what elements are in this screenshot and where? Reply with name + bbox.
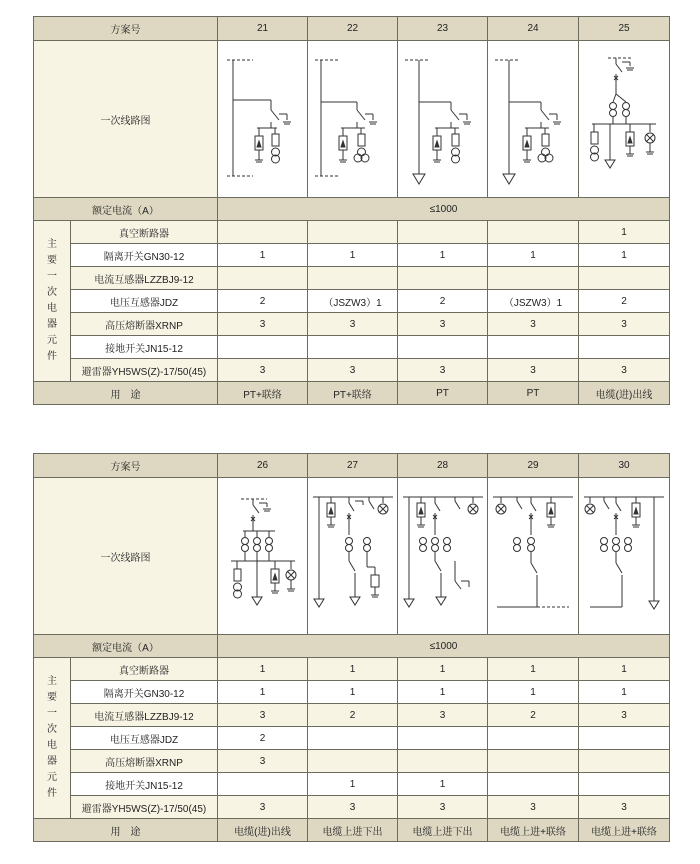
cell-value: （JSZW3）1 [308,290,398,313]
rated-current-label: 额定电流（A） [34,198,218,221]
cell-value: 1 [579,221,670,244]
rated-current-label: 额定电流（A） [34,635,218,658]
scheme-number: 22 [308,17,398,41]
scheme-table-2 [33,453,670,842]
component-label: 避雷器YH5WS(Z)-17/50(45) [71,796,218,819]
cell-value [579,750,670,773]
circuit-diagram-25 [579,41,670,198]
cell-value [398,336,488,359]
circuit-diagram-24 [488,41,579,198]
scheme-number: 26 [218,454,308,478]
cell-value: 1 [488,658,579,681]
component-label: 电流互感器LZZBJ9-12 [71,704,218,727]
rated-current-value: ≤1000 [218,198,670,221]
cell-value: 1 [308,658,398,681]
usage-value: PT [398,382,488,405]
cell-value: 1 [579,244,670,267]
cell-value [218,336,308,359]
cell-value: 3 [488,359,579,382]
usage-value: 电缆(进)出线 [218,819,308,842]
diagram-label: 一次线路图 [34,41,218,198]
cell-value [579,773,670,796]
scheme-number: 29 [488,454,579,478]
usage-value: 电缆(进)出线 [579,382,670,405]
cell-value [488,727,579,750]
cell-value: 2 [398,290,488,313]
scheme-number: 21 [218,17,308,41]
cell-value: 3 [398,313,488,336]
cell-value: 3 [488,313,579,336]
cell-value: 3 [308,359,398,382]
component-label: 隔离开关GN30-12 [71,681,218,704]
usage-value: PT [488,382,579,405]
component-label: 电流互感器LZZBJ9-12 [71,267,218,290]
cell-value [579,336,670,359]
cell-value [398,221,488,244]
usage-value: 电缆上进+联络 [488,819,579,842]
cell-value [218,221,308,244]
cell-value: 3 [398,359,488,382]
main-components-label: 主 要 一 次 电 器 元 件 [34,658,71,819]
scheme-number: 28 [398,454,488,478]
cell-value: 3 [398,796,488,819]
usage-value: PT+联络 [308,382,398,405]
cell-value [579,267,670,290]
cell-value [308,336,398,359]
cell-value: 1 [308,681,398,704]
circuit-diagram-21 [218,41,308,198]
component-label: 隔离开关GN30-12 [71,244,218,267]
cell-value: 3 [398,704,488,727]
cell-value: 3 [218,750,308,773]
cell-value: 1 [579,681,670,704]
scheme-number-label: 方案号 [34,454,218,478]
usage-value: 电缆上进下出 [308,819,398,842]
circuit-diagram-29 [488,478,579,635]
cell-value [308,750,398,773]
cell-value: 1 [398,658,488,681]
cell-value: 1 [488,244,579,267]
cell-value [579,727,670,750]
cell-value [308,267,398,290]
component-label: 电压互感器JDZ [71,727,218,750]
cell-value [488,750,579,773]
cell-value: 3 [218,313,308,336]
cell-value: 2 [218,727,308,750]
cell-value [488,221,579,244]
cell-value: 1 [398,681,488,704]
cell-value [488,267,579,290]
cell-value [398,750,488,773]
circuit-diagram-26 [218,478,308,635]
scheme-number: 24 [488,17,579,41]
cell-value [218,267,308,290]
cell-value: 1 [488,681,579,704]
component-label: 高压熔断器XRNP [71,750,218,773]
cell-value: 3 [308,313,398,336]
cell-value: 1 [218,681,308,704]
component-label: 接地开关JN15-12 [71,336,218,359]
cell-value: （JSZW3）1 [488,290,579,313]
component-label: 接地开关JN15-12 [71,773,218,796]
scheme-number-label: 方案号 [34,17,218,41]
cell-value: 1 [398,773,488,796]
cell-value: 3 [218,704,308,727]
cell-value: 3 [218,359,308,382]
cell-value [398,727,488,750]
scheme-number: 27 [308,454,398,478]
cell-value: 3 [579,704,670,727]
cell-value: 2 [308,704,398,727]
diagram-label: 一次线路图 [34,478,218,635]
usage-value: 电缆上进+联络 [579,819,670,842]
cell-value: 1 [308,773,398,796]
component-label: 真空断路器 [71,658,218,681]
cell-value: 3 [579,313,670,336]
cell-value: 2 [218,290,308,313]
cell-value: 1 [218,244,308,267]
circuit-diagram-23 [398,41,488,198]
cell-value: 1 [398,244,488,267]
circuit-diagram-28 [398,478,488,635]
cell-value: 2 [488,704,579,727]
scheme-number: 25 [579,17,670,41]
cell-value: 2 [579,290,670,313]
cell-value: 1 [579,658,670,681]
cell-value [308,221,398,244]
usage-label: 用 途 [34,382,218,405]
cell-value: 1 [308,244,398,267]
component-label: 真空断路器 [71,221,218,244]
scheme-number: 23 [398,17,488,41]
circuit-diagram-22 [308,41,398,198]
cell-value: 1 [218,658,308,681]
usage-value: PT+联络 [218,382,308,405]
component-label: 避雷器YH5WS(Z)-17/50(45) [71,359,218,382]
cell-value: 3 [579,359,670,382]
cell-value: 3 [218,796,308,819]
cell-value [488,773,579,796]
scheme-table-1 [33,16,670,405]
usage-value: 电缆上进下出 [398,819,488,842]
cell-value: 3 [308,796,398,819]
usage-label: 用 途 [34,819,218,842]
cell-value [218,773,308,796]
cell-value [398,267,488,290]
cell-value [488,336,579,359]
circuit-diagram-30 [579,478,670,635]
rated-current-value: ≤1000 [218,635,670,658]
cell-value: 3 [488,796,579,819]
component-label: 电压互感器JDZ [71,290,218,313]
cell-value: 3 [579,796,670,819]
scheme-number: 30 [579,454,670,478]
main-components-label: 主 要 一 次 电 器 元 件 [34,221,71,382]
component-label: 高压熔断器XRNP [71,313,218,336]
cell-value [308,727,398,750]
circuit-diagram-27 [308,478,398,635]
